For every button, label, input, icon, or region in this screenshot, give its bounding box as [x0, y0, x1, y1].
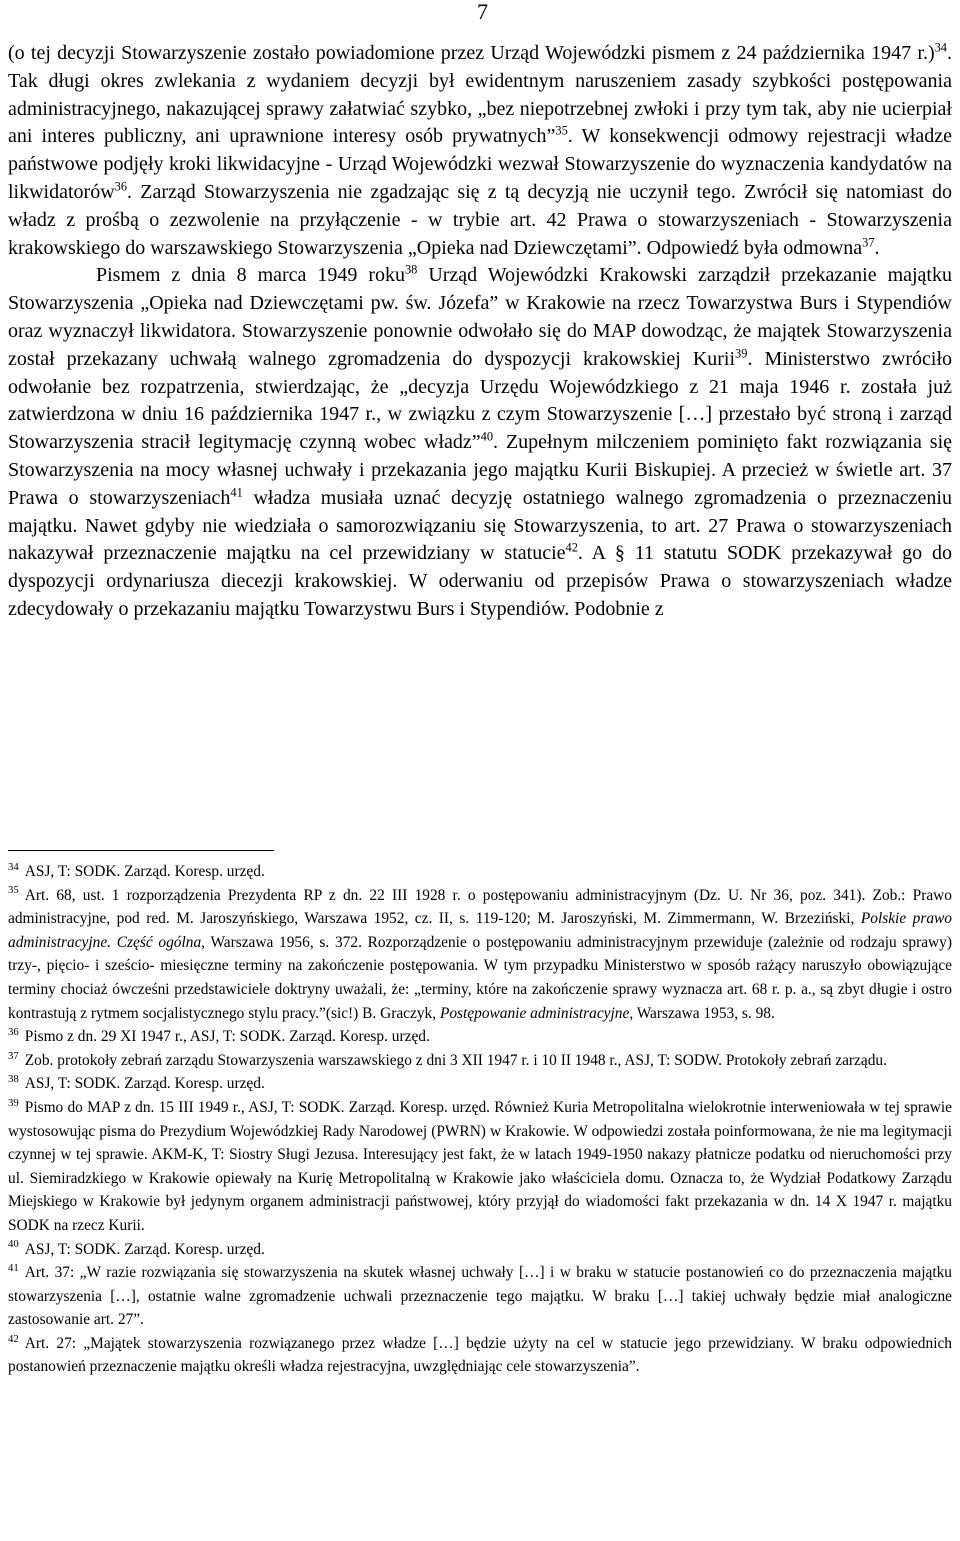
footnote-ref-34[interactable]: 34 — [934, 40, 947, 55]
footnote-ref-42[interactable]: 42 — [565, 540, 578, 555]
footnote-38: $^{38}$ ASJ, T: SODK. Zarząd. Koresp. urzęd. — [8, 1073, 265, 1093]
footnote-ref-35[interactable]: 35 — [555, 123, 568, 138]
page-number: 7 — [477, 0, 488, 24]
footnote-number: 39 — [8, 1096, 19, 1109]
book-title: Polskie prawo administracyjne. Część ogólna — [8, 910, 952, 951]
footnote-number: 40 — [8, 1238, 19, 1251]
body-text — [8, 40, 952, 624]
footnote-number: 35 — [8, 884, 19, 897]
footnote-ref-36[interactable]: 36 — [114, 179, 128, 194]
footnote-41: $^{41}$ Art. 37: „W razie rozwiązania się stowarzyszenia na skutek własnej uchwały […] i w braku w statucie postanowień co do przeznaczenia majątku stowarzyszenia […], ostatnie walne zgromadzenie uchwali przeznaczenie tego majątku. W braku […] takiej uchwały będzie miał analogiczne zastosowanie art. 27”. — [8, 1261, 952, 1329]
footnote-number: 38 — [8, 1073, 19, 1086]
paragraph-1: (o tej decyzji Stowarzyszenie zostało powiadomione przez Urząd Wojewódzki pismem z 24 października 1947 r.)$^{34}$. Tak długi okres zwlekania z wydaniem decyzji był ewidentnym naruszeniem zasady szybkości postępowania administracyjnego, nakazującej sprawy załatwiać szybko, „bez niepotrzebnej zwłoki i przy tym tak, aby nie ucierpiał ani interes publiczny, ani uprawnione interesy osób prywatnych”$^{35}$. W konsekwencji odmowy rejestracji władze państwowe podjęły kroki likwidacyjne - Urząd Wojewódzki wezwał Stowarzyszenie do wyznaczenia kandydatów na likwidatorów$^{36}$. Zarząd Stowarzyszenia nie zgadzając się z tą decyzją nie uczynił tego. Zwrócił się natomiast do władz z prośbą o zezwolenie na przyłączenie - w trybie art. 42 Prawa o stowarzyszeniach - Stowarzyszenia krakowskiego do warszawskiego Stowarzyszenia „Opieka nad Dziewczętami”. Odpowiedź była odmowna$^{37}$. — [8, 40, 953, 259]
footnote-ref-41[interactable]: 41 — [230, 485, 243, 500]
footnote-36: $^{36}$ Pismo z dn. 29 XI 1947 r., ASJ, T: SODK. Zarząd. Koresp. urzęd. — [8, 1026, 430, 1046]
footnote-34: $^{34}$ ASJ, T: SODK. Zarząd. Koresp. urzęd. — [8, 860, 265, 880]
footnote-40: $^{40}$ ASJ, T: SODK. Zarząd. Koresp. urzęd. — [8, 1238, 265, 1258]
footnote-ref-40[interactable]: 40 — [480, 429, 494, 444]
footnote-ref-39[interactable]: 39 — [735, 346, 748, 361]
footnote-35: $^{35}$ Art. 68, ust. 1 rozporządzenia Prezydenta RP z dn. 22 III 1928 r. o postępowaniu administracyjnym (Dz. U. Nr 36, poz. 341). Zob.: Prawo administracyjne, pod red. M. Jaroszyńskiego, Warszawa 1952, cz. II, s. 119-120; M. Jaroszyński, M. Zimmermann, W. Brzeziński, Polskie prawo administracyjne. Część ogólna, Warszawa 1956, s. 372. Rozporządzenie o postępowaniu administracyjnym przewiduje (zależnie od rodzaju sprawy) trzy-, pięcio- i sześcio- miesięczne terminy na zakończenie postępowania. W tym przypadku Ministerstwo w sposób rażący naruszyło obowiązujące terminy chociaż ówcześni przedstawiciele doktryny uważali, że: „terminy, które na zakończenie sprawy wyznacza art. 68 r. p. a., są zbyt długie i ostro kontrastują z rytmem socjalistycznego stylu pracy.”(sic!) B. Graczyk, Postępowanie administracyjne, Warszawa 1953, s. 98. — [8, 884, 952, 1022]
paragraph-2: Pismem z dnia 8 marca 1949 roku$^{38}$ Urząd Wojewódzki Krakowski zarządził przekazanie majątku Stowarzyszenia „Opieka nad Dziewczętami pw. św. Józefa” w Krakowie na rzecz Towarzystwa Burs i Stypendiów oraz wyznaczył likwidatora. Stowarzyszenie ponownie odwołało się do MAP dowodząc, że majątek Stowarzyszenia został przekazany uchwałą walnego zgromadzenia do dyspozycji krakowskiej Kurii$^{39}$. Ministerstwo zwróciło odwołanie bez rozpatrzenia, stwierdzając, że „decyzja Urzędu Wojewódzkiego z 21 maja 1946 r. została już zatwierdzona w dniu 16 października 1947 r., w związku z czym Stowarzyszenie […] przestało być stroną i zarząd Stowarzyszenia stracił legitymację czynną wobec władz”$^{40}$. Zupełnym milczeniem pominięto fakt rozwiązania się Stowarzyszenia na mocy własnej uchwały i przekazania jego majątku Kurii Biskupiej. A przecież w świetle art. 37 Prawa o stowarzyszeniach$^{41}$ władza musiała uznać decyzję ostatniego walnego zgromadzenia o przeznaczeniu majątku. Nawet gdyby nie wiedziała o samorozwiązaniu się Stowarzyszenia, to art. 27 Prawa o stowarzyszeniach nakazywał przeznaczenie majątku na cel przewidziany w statucie$^{42}$. A § 11 statutu SODK przekazywał go do dyspozycji ordynariusza diecezji krakowskiej. W oderwaniu od przepisów Prawa o stowarzyszeniach władze zdecydowały o przekazaniu majątku Towarzystwu Burs i Stypendiów. Podobnie z — [8, 262, 953, 620]
book-title: Postępowanie administracyjne — [439, 1004, 630, 1022]
footnote-number: 36 — [8, 1026, 19, 1039]
footnote-ref-38[interactable]: 38 — [404, 262, 418, 277]
footnote-number: 41 — [8, 1261, 19, 1274]
footnote-ref-37[interactable]: 37 — [862, 234, 875, 249]
footnote-number: 42 — [8, 1332, 19, 1345]
footnote-39: $^{39}$ Pismo do MAP z dn. 15 III 1949 r., ASJ, T: SODK. Zarząd. Koresp. urzęd. Również Kuria Metropolitalna wielokrotnie interweniowała w tej sprawie wystosowując pisma do Prezydium Wojewódzkiej Rady Narodowej (PWRN) w Krakowie. W odpowiedzi została poinformowana, że nie ma legitymacji czynnej w tej sprawie. AKM-K, T: Siostry Sługi Jezusa. Interesujący jest fakt, że w latach 1949-1950 nakazy płatnicze podatku od nieruchomości przy ul. Siemiradzkiego w Krakowie opiewały na Kurię Metropolitalną w Krakowie jako właściciela domu. Oznacza to, że Wydział Podatkowy Zarządu Miejskiego w Krakowie był jedynym organem administracji państwowej, który przyjął do wiadomości fakt przekazania w dn. 14 X 1947 r. majątku SODK na rzecz Kurii. — [8, 1096, 952, 1234]
footnote-number: 37 — [8, 1049, 19, 1062]
footnote-separator — [8, 850, 274, 851]
footnotes — [8, 860, 952, 1379]
footnote-number: 34 — [8, 860, 19, 873]
footnote-42: $^{42}$ Art. 27: „Majątek stowarzyszenia rozwiązanego przez władze […] będzie użyty na cel w statucie jego przewidziany. W braku odpowiednich postanowień przeznaczenie majątku określi władza rejestracyjna, uwzględniając cele stowarzyszenia”. — [8, 1332, 952, 1376]
footnote-37: $^{37}$ Zob. protokoły zebrań zarządu Stowarzyszenia warszawskiego z dni 3 XII 1947 r. i 10 II 1948 r., ASJ, T: SODW. Protokoły zebrań zarządu. — [8, 1049, 887, 1069]
